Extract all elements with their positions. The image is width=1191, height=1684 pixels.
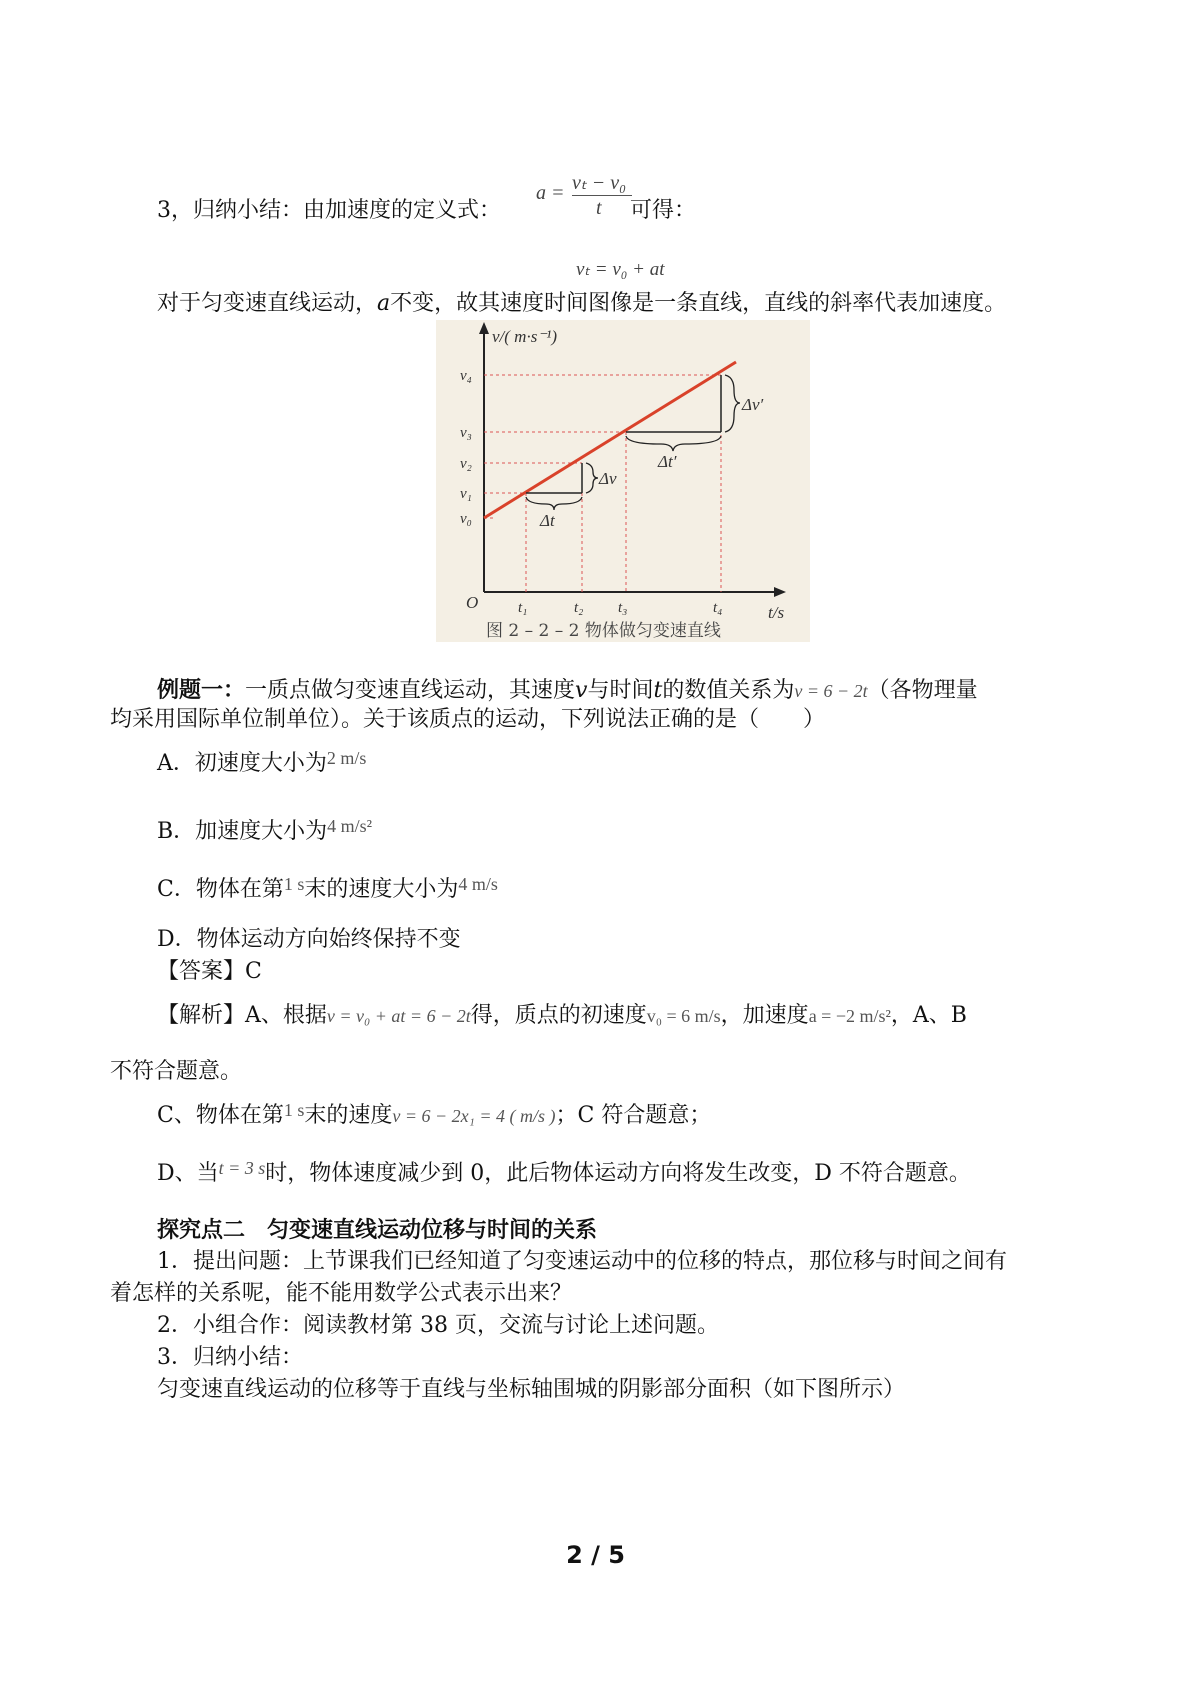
option-a — [157, 744, 366, 778]
x-tick-t3: t₃ — [618, 600, 628, 616]
stem-part1: 一质点做匀变速直线运动，其速度 — [245, 678, 576, 703]
analysis-line1 — [157, 1002, 967, 1030]
analysis-c-formula: v = 6 − 2x₁ = 4 ( m/s ) — [392, 1106, 556, 1126]
section2-p1-line1: 1．提出问题：上节课我们已经知道了匀变速运动中的位移的特点，那位移与时间之间有 — [157, 1249, 1007, 1274]
option-c-pre: C．物体在第 — [157, 877, 284, 902]
x-axis-label: t/s — [768, 603, 785, 622]
velocity-line — [484, 362, 736, 518]
option-b-value: 4 m/s² — [327, 816, 373, 836]
analysis-label: 【解析】A、根据 — [157, 1003, 327, 1028]
x-axis-arrow — [774, 587, 786, 597]
answer: 【答案】C — [157, 959, 262, 984]
summary-prefix: 3，归纳小结：由加速度的定义式： — [157, 198, 501, 223]
velocity-formula: vₜ = v₀ + at — [576, 259, 665, 280]
y-tick-v3: v₃ — [460, 425, 472, 441]
stem-part2: 与时间 — [587, 678, 654, 703]
origin-label: O — [466, 593, 479, 612]
option-b-text: B．加速度大小为 — [157, 819, 328, 844]
y-tick-v0: v₀ — [460, 511, 472, 527]
section2-title: 探究点二 匀变速直线运动位移与时间的关系 — [157, 1217, 598, 1243]
example-title: 例题一： — [157, 677, 246, 703]
formula-denominator: t — [596, 197, 602, 219]
y-tick-v1: v₁ — [460, 486, 472, 502]
y-axis-label: v/( m·s⁻¹) — [492, 327, 558, 346]
analysis-c-mid: 末的速度 — [304, 1103, 393, 1128]
vt-graph — [436, 320, 810, 642]
stem-formula: v = 6 − 2t — [794, 681, 868, 701]
delta-t-prime-label: Δt′ — [658, 452, 677, 471]
delta-v-prime-brace — [725, 375, 740, 432]
stem-t: t — [653, 678, 663, 703]
analysis-c-time: 1 s — [283, 1100, 305, 1120]
delta-v-label: Δv — [599, 469, 617, 488]
analysis-mid: 得，质点的初速度 — [470, 1003, 647, 1028]
option-c-value: 4 m/s — [458, 874, 498, 894]
analysis-c — [157, 1096, 711, 1130]
analysis-c-pre: C、物体在第 — [157, 1103, 284, 1128]
section2-p1-line2: 着怎样的关系呢，能不能用数学公式表示出来？ — [110, 1281, 573, 1306]
formula-lhs: a = — [536, 182, 565, 204]
analysis-formula1: v = v₀ + at = 6 − 2t — [326, 1006, 471, 1026]
stem-part4: （各物理量 — [867, 678, 978, 703]
page-number: 2 / 5 — [566, 1541, 625, 1569]
analysis-d-end: 时，物体速度减少到 0，此后物体运动方向将发生改变，D 不符合题意。 — [265, 1161, 971, 1186]
x-tick-t2: t₂ — [574, 600, 584, 616]
stem-v: v — [575, 678, 588, 703]
analysis-d-formula: t = 3 s — [218, 1158, 266, 1178]
analysis-formula3: a = −2 m/s² — [808, 1006, 891, 1026]
option-a-value: 2 m/s — [326, 748, 367, 768]
analysis-c-end: ；C 符合题意； — [555, 1103, 712, 1128]
analysis-mid2: ，加速度 — [720, 1003, 809, 1028]
delta-t-brace — [526, 497, 582, 510]
option-a-text: A．初速度大小为 — [157, 751, 327, 776]
stem-part3: 的数值关系为 — [662, 678, 795, 703]
analysis-d — [157, 1154, 971, 1188]
y-axis-arrow — [479, 322, 489, 334]
x-tick-t1: t₁ — [518, 600, 528, 616]
option-b — [157, 812, 372, 846]
acceleration-definition-formula — [536, 170, 636, 220]
analysis-line2: 不符合题意。 — [110, 1059, 243, 1084]
fraction-bar — [572, 195, 632, 196]
example-stem-line2: 均采用国际单位制单位）。关于该质点的运动，下列说法正确的是（ ） — [110, 707, 826, 732]
formula-numerator: vₜ − v₀ — [572, 172, 627, 194]
analysis-d-pre: D、当 — [157, 1161, 219, 1186]
delta-v-prime-label: Δv′ — [742, 395, 764, 414]
option-c — [157, 870, 498, 904]
summary-line — [157, 197, 501, 225]
analysis-end: ，A、B — [890, 1003, 967, 1028]
y-tick-v2: v₂ — [460, 456, 472, 472]
y-tick-v4: v₄ — [460, 368, 472, 384]
delta-v-brace — [586, 463, 598, 493]
desc-prefix: 对于匀变速直线运动， — [157, 291, 378, 316]
option-c-mid: 末的速度大小为 — [304, 877, 459, 902]
figure-caption: 图 2 – 2 – 2 物体做匀变速直线 — [486, 621, 721, 641]
desc-suffix: 不变，故其速度时间图像是一条直线，直线的斜率代表加速度。 — [390, 291, 1007, 316]
section2-p4: 匀变速直线运动的位移等于直线与坐标轴围城的阴影部分面积（如下图所示） — [157, 1377, 906, 1402]
vertical-guides — [526, 375, 721, 592]
desc-var: a — [377, 291, 391, 316]
x-tick-t4: t₄ — [713, 600, 723, 616]
section2-p2: 2．小组合作：阅读教材第 38 页，交流与讨论上述问题。 — [157, 1313, 719, 1338]
delta-t-label: Δt — [540, 511, 555, 530]
analysis-formula2: v₀ = 6 m/s — [646, 1006, 721, 1026]
vt-graph-figure — [436, 320, 810, 642]
description-line — [157, 290, 1006, 318]
section2-p3: 3．归纳小结： — [157, 1345, 303, 1370]
option-d: D．物体运动方向始终保持不变 — [157, 927, 461, 952]
example-stem-line1 — [157, 676, 978, 705]
delta-t-prime-brace — [626, 436, 721, 451]
summary-suffix: 可得： — [630, 198, 697, 223]
option-c-time: 1 s — [283, 874, 305, 894]
